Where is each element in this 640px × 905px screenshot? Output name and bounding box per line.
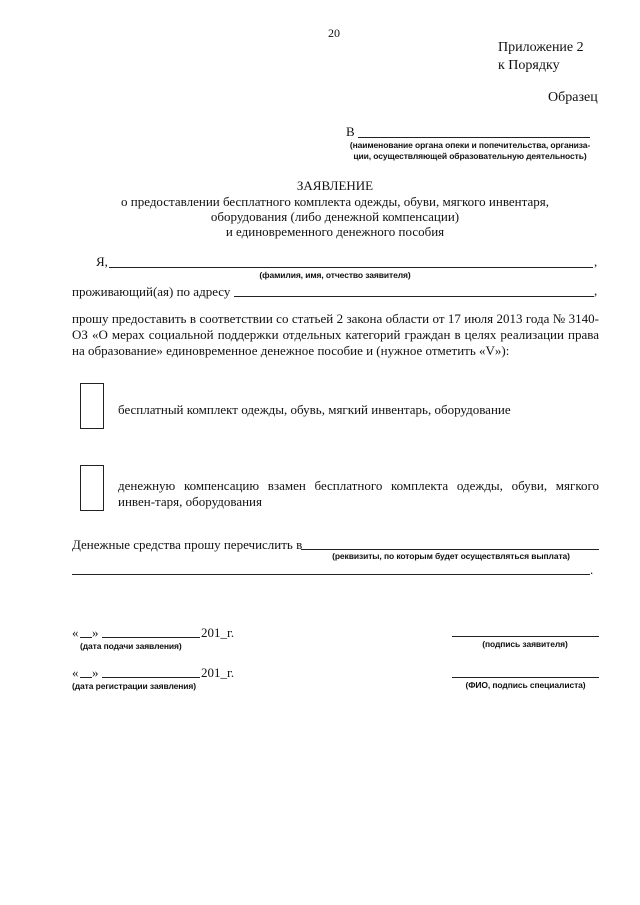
date-close-quote: » xyxy=(92,665,99,680)
transfer-end-dot: . xyxy=(590,562,594,577)
transfer-details-field[interactable] xyxy=(301,549,599,550)
sample-label: Образец xyxy=(548,90,598,105)
address-comma: , xyxy=(594,283,598,298)
address-prefix: проживающий(ая) по адресу xyxy=(72,284,231,299)
date-open-quote: « xyxy=(72,625,79,640)
date-open-quote: « xyxy=(72,665,79,680)
appendix-line-2: к Порядку xyxy=(498,58,560,73)
date-month-field[interactable] xyxy=(102,677,200,678)
option-label-compensation: денежную компенсацию взамен бесплатного комплекта одежды, обуви, мягкого инвен-таря, оборудования xyxy=(118,478,599,509)
date-close-quote: » xyxy=(92,625,99,640)
transfer-caption: (реквизиты, по которым будет осуществляться выплата) xyxy=(332,551,570,561)
applicant-signature-caption: (подпись заявителя) xyxy=(482,639,568,649)
applicant-signature-field[interactable] xyxy=(452,636,599,637)
applicant-name-caption: (фамилия, имя, отчество заявителя) xyxy=(259,270,411,280)
recipient-org-field[interactable] xyxy=(358,137,590,138)
option-checkbox-free-kit[interactable] xyxy=(80,383,104,429)
date-day-field[interactable] xyxy=(80,677,92,678)
applicant-name-field[interactable] xyxy=(109,267,593,268)
date-month-field[interactable] xyxy=(102,637,200,638)
specialist-signature-field[interactable] xyxy=(452,677,599,678)
date-year: 201_г. xyxy=(201,665,235,680)
to-prefix: В xyxy=(346,124,355,139)
request-paragraph: прошу предоставить в соответствии со статьей 2 закона области от 17 июля 2013 года № 3140-ОЗ «О мерах социальной поддержки отдельных категорий граждан в целях реализации права на образование» единовременное денежное пособие и (нужное отметить «V»): xyxy=(72,311,599,358)
page-number: 20 xyxy=(328,26,340,40)
registration-date-caption: (дата регистрации заявления) xyxy=(72,681,197,691)
title-line-2: оборудования (либо денежной компенсации) xyxy=(210,209,460,224)
submission-date-caption: (дата подачи заявления) xyxy=(80,641,182,651)
title-line-1: о предоставлении бесплатного комплекта одежды, обуви, мягкого инвентаря, xyxy=(121,194,549,209)
applicant-name-comma: , xyxy=(594,254,598,269)
transfer-prefix: Денежные средства прошу перечислить в xyxy=(72,537,303,552)
option-label-free-kit: бесплатный комплект одежды, обувь, мягкий инвентарь, оборудование xyxy=(118,402,511,417)
transfer-details-field-2[interactable] xyxy=(72,574,590,575)
applicant-prefix: Я, xyxy=(96,254,108,269)
document-heading: ЗАЯВЛЕНИЕ xyxy=(296,178,374,193)
address-field[interactable] xyxy=(234,296,594,297)
date-year: 201_г. xyxy=(201,625,235,640)
to-caption-line-1: (наименование органа опеки и попечительства, организа- xyxy=(349,140,591,150)
date-day-field[interactable] xyxy=(80,637,92,638)
appendix-line-1: Приложение 2 xyxy=(498,40,584,55)
to-caption-line-2: ции, осуществляющей образовательную деятельность) xyxy=(353,151,587,161)
title-line-3: и единовременного денежного пособия xyxy=(225,224,445,239)
option-checkbox-compensation[interactable] xyxy=(80,465,104,511)
specialist-signature-caption: (ФИО, подпись специалиста) xyxy=(465,680,586,690)
